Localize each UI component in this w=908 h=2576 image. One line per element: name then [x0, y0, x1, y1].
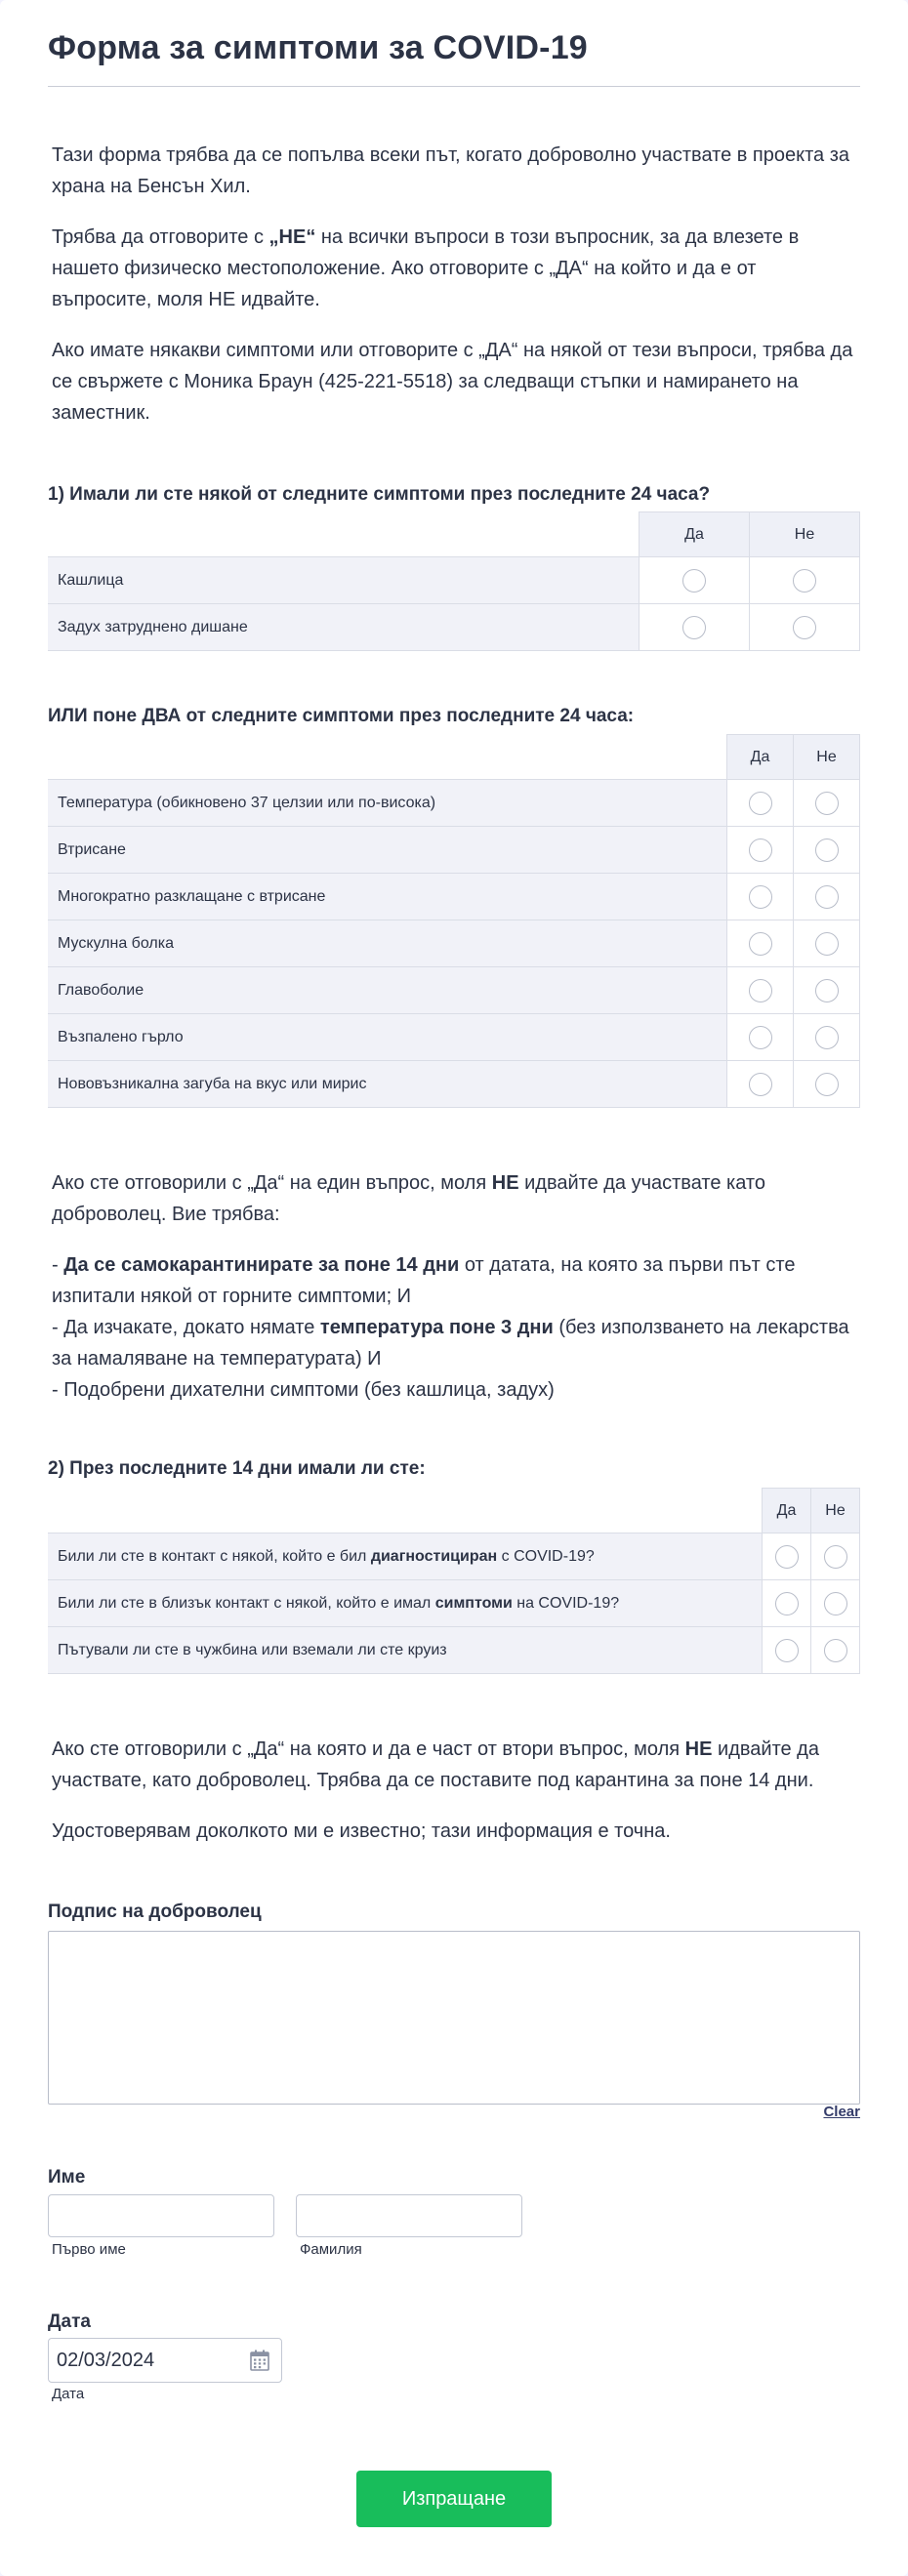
text-segment: - — [52, 1254, 64, 1276]
paragraph — [52, 222, 860, 315]
matrix-row — [48, 1014, 860, 1061]
radio-yes[interactable] — [749, 979, 772, 1002]
date-label: Дата — [48, 2311, 91, 2332]
date-sublabel: Дата — [52, 2386, 85, 2402]
radio-no[interactable] — [815, 885, 839, 909]
radio-yes[interactable] — [749, 885, 772, 909]
matrix-cell — [727, 1061, 794, 1108]
paragraph — [52, 140, 860, 202]
matrix-column-header: Да — [640, 512, 750, 557]
matrix-row-label — [48, 1580, 763, 1627]
matrix-cell — [640, 557, 750, 604]
text-segment: идвайте да участвате, като доброволец. Трябва да се поставите под карантина за поне 14 дни. — [52, 1738, 819, 1791]
matrix-row-label: Многократно разклащане с втрисане — [48, 874, 727, 920]
last-name-sublabel: Фамилия — [300, 2241, 362, 2258]
paragraph-line — [52, 1249, 860, 1312]
radio-yes[interactable] — [775, 1592, 799, 1615]
radio-yes[interactable] — [775, 1545, 799, 1569]
signature-label: Подпис на доброволец — [48, 1901, 262, 1922]
q1-matrix — [48, 511, 860, 651]
radio-yes[interactable] — [749, 932, 772, 956]
mid-text — [48, 1167, 860, 1425]
q2-matrix — [48, 1488, 860, 1674]
q1b-label: ИЛИ поне ДВА от следните симптоми през последните 24 часа: — [48, 706, 635, 726]
radio-yes[interactable] — [749, 1026, 772, 1049]
matrix-row-label — [48, 1533, 763, 1580]
last-name-input[interactable] — [296, 2194, 522, 2237]
text-segment: Удостоверявам доколкото ми е известно; тази информация е точна. — [52, 1820, 671, 1842]
radio-no[interactable] — [815, 838, 839, 862]
matrix-column-header: Да — [763, 1489, 811, 1533]
name-label: Име — [48, 2167, 86, 2188]
matrix-cell — [727, 780, 794, 827]
bold-segment: НЕ — [491, 1172, 519, 1194]
date-input[interactable]: 02/03/2024 — [48, 2338, 282, 2383]
matrix-row — [48, 557, 860, 604]
first-name-input[interactable] — [48, 2194, 274, 2237]
text-segment: Били ли сте в контакт с някой, който е бил — [58, 1547, 371, 1565]
text-segment: Ако сте отговорили с „Да“ на която и да е част от втори въпрос, моля — [52, 1738, 685, 1760]
text-segment: на всички въпроси в този въпросник, за да влезете в нашето физическо местоположение. Ако отговорите с „ДА“ на който и да е от въпросите, моля НЕ идвайте. — [52, 226, 800, 310]
paragraph — [52, 1816, 860, 1847]
first-name-sublabel: Първо име — [52, 2241, 126, 2258]
matrix-cell — [794, 920, 860, 967]
bold-segment: симптоми — [434, 1594, 513, 1612]
intro-text — [48, 140, 860, 448]
matrix-cell — [763, 1533, 811, 1580]
text-segment: (без използването на лекарства за намаляване на температурата) И — [52, 1317, 849, 1370]
radio-no[interactable] — [815, 979, 839, 1002]
matrix-row — [48, 1627, 860, 1674]
radio-yes[interactable] — [749, 1073, 772, 1096]
bold-segment: температура поне 3 дни — [319, 1317, 554, 1338]
matrix-cell — [794, 967, 860, 1014]
matrix-cell — [763, 1627, 811, 1674]
submit-button[interactable]: Изпращане — [356, 2471, 552, 2527]
matrix-row-label: Нововъзникална загуба на вкус или мирис — [48, 1061, 727, 1108]
text-segment: Били ли сте в близък контакт с някой, който е имал — [58, 1594, 435, 1612]
paragraph-line — [52, 1312, 860, 1374]
form-title: Форма за симптоми за COVID-19 — [48, 29, 588, 66]
radio-no[interactable] — [815, 1026, 839, 1049]
matrix-row — [48, 1533, 860, 1580]
matrix-cell — [794, 1061, 860, 1108]
paragraph — [52, 335, 860, 429]
matrix-row — [48, 874, 860, 920]
matrix-cell — [811, 1580, 860, 1627]
matrix-corner — [48, 1489, 763, 1533]
matrix-cell — [811, 1533, 860, 1580]
text-segment: Тази форма трябва да се попълва всеки път, когато доброволно участвате в проекта за храна на Бенсън Хил. — [52, 144, 850, 197]
radio-no[interactable] — [815, 792, 839, 815]
matrix-row-label: Мускулна болка — [48, 920, 727, 967]
matrix-cell — [727, 874, 794, 920]
radio-no[interactable] — [824, 1592, 847, 1615]
matrix-row-label: Възпалено гърло — [48, 1014, 727, 1061]
matrix-column-header: Не — [811, 1489, 860, 1533]
matrix-corner — [48, 512, 640, 557]
bold-segment: „НЕ“ — [268, 226, 316, 248]
matrix-row — [48, 604, 860, 651]
matrix-cell — [727, 827, 794, 874]
calendar-icon[interactable] — [250, 2350, 269, 2371]
matrix-row — [48, 920, 860, 967]
paragraph — [52, 1167, 860, 1230]
text-segment: Пътували ли сте в чужбина или вземали ли сте круиз — [58, 1641, 447, 1658]
radio-no[interactable] — [793, 616, 816, 639]
matrix-cell — [794, 1014, 860, 1061]
matrix-cell — [811, 1627, 860, 1674]
matrix-row-label — [48, 1627, 763, 1674]
text-segment: идвайте да участвате като доброволец. Вие трябва: — [52, 1172, 765, 1225]
matrix-row — [48, 1061, 860, 1108]
paragraph — [52, 1249, 860, 1406]
matrix-cell — [727, 967, 794, 1014]
matrix-row-label: Главоболие — [48, 967, 727, 1014]
text-segment: на COVID-19? — [512, 1594, 620, 1612]
q1-label: 1) Имали ли сте някой от следните симптоми през последните 24 часа? — [48, 484, 711, 505]
text-segment: от датата, на която за първи път сте изпитали някой от горните симптоми; И — [52, 1254, 796, 1307]
matrix-row — [48, 967, 860, 1014]
paragraph — [52, 1734, 860, 1796]
matrix-cell — [794, 874, 860, 920]
matrix-cell — [640, 604, 750, 651]
matrix-row — [48, 780, 860, 827]
matrix-row-label: Температура (обикновено 37 целзии или по-висока) — [48, 780, 727, 827]
radio-no[interactable] — [815, 1073, 839, 1096]
matrix-row-label: Кашлица — [48, 557, 640, 604]
matrix-corner — [48, 735, 727, 780]
matrix-column-header: Не — [794, 735, 860, 780]
radio-no[interactable] — [793, 569, 816, 593]
radio-yes[interactable] — [682, 569, 706, 593]
signature-pad[interactable] — [48, 1931, 860, 2105]
matrix-cell — [727, 1014, 794, 1061]
matrix-cell — [763, 1580, 811, 1627]
title-divider — [48, 86, 860, 87]
matrix-column-header: Не — [750, 512, 860, 557]
text-segment: - Да изчакате, докато нямате — [52, 1317, 320, 1338]
radio-no[interactable] — [824, 1639, 847, 1662]
text-segment: Ако сте отговорили с „Да“ на един въпрос, моля — [52, 1172, 492, 1194]
matrix-cell — [750, 557, 860, 604]
radio-no[interactable] — [815, 932, 839, 956]
matrix-row — [48, 827, 860, 874]
radio-yes[interactable] — [749, 838, 772, 862]
q2-label: 2) През последните 14 дни имали ли сте: — [48, 1458, 426, 1479]
text-segment: с COVID-19? — [497, 1547, 595, 1565]
matrix-cell — [750, 604, 860, 651]
matrix-cell — [794, 780, 860, 827]
bold-segment: диагностициран — [370, 1547, 498, 1565]
closing-text — [48, 1734, 860, 1866]
bold-segment: НЕ — [684, 1738, 713, 1760]
q1b-matrix — [48, 734, 860, 1108]
bold-segment: Да се самокарантинирате за поне 14 дни — [63, 1254, 460, 1276]
radio-yes[interactable] — [775, 1639, 799, 1662]
matrix-row — [48, 1580, 860, 1627]
paragraph-line — [52, 1374, 860, 1406]
matrix-cell — [727, 920, 794, 967]
matrix-cell — [794, 827, 860, 874]
signature-clear-link[interactable]: Clear — [823, 2104, 860, 2120]
radio-yes[interactable] — [749, 792, 772, 815]
text-segment: Ако имате някакви симптоми или отговорите с „ДА“ на някой от тези въпроси, трябва да се свържете с Моника Браун (425-221-5518) за следващи стъпки и намирането на заместник. — [52, 340, 853, 424]
matrix-column-header: Да — [727, 735, 794, 780]
radio-no[interactable] — [824, 1545, 847, 1569]
text-segment: Трябва да отговорите с — [52, 226, 269, 248]
text-segment: - Подобрени дихателни симптоми (без кашлица, задух) — [52, 1379, 555, 1401]
matrix-row-label: Задух затруднено дишане — [48, 604, 640, 651]
radio-yes[interactable] — [682, 616, 706, 639]
matrix-row-label: Втрисане — [48, 827, 727, 874]
